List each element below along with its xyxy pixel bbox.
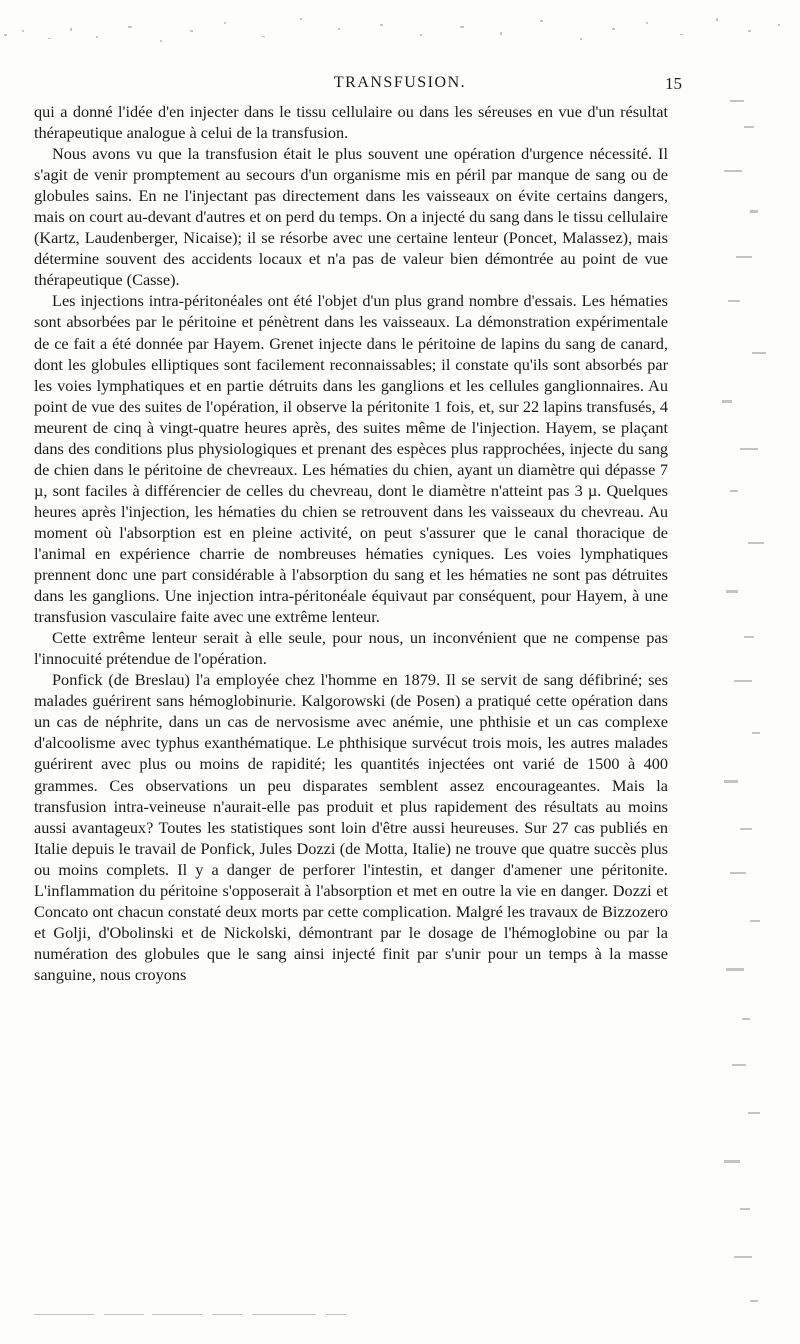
body-text [34,101,668,985]
paragraph: Ponfick (de Breslau) l'a employée chez l'homme en 1879. Il se servit de sang défibriné; ses malades guérirent sans hémoglobinurie. Kalgorowski (de Posen) a pratiqué cette opération dans un cas de néphrite, dans un cas de nervosisme avec anémie, une phthisie et un cas complexe d'alcoolisme avec typhus exanthématique. Le phthisique survécut trois mois, les autres malades guérirent avec plus ou moins de rapidité; les quantités injectées ont varié de 1500 à 400 grammes. Ces observations un peu disparates semblent assez encourageantes. Mais la transfusion intra-veineuse n'aurait-elle pas produit et plus rapidement des résultats au moins aussi avantageux? Toutes les statistiques sont loin d'être aussi heureuses. Sur 27 cas publiés en Italie depuis le travail de Ponfick, Jules Dozzi (de Motta, Italie) ne trouve que quatre succès plus ou moins complets. Il y a danger de perforer l'intestin, et danger d'amener une péritonite. L'inflammation du péritoine s'opposerait à l'absorption et met en outre la vie en danger. Dozzi et Concato ont chacun constaté deux morts par cette complication. Malgré les travaux de Bizzozero et Golji, d'Obolinski et de Nickolski, démontrant par le dosage de l'hémoglobine ou par la numération des globules que le sang ainsi injecté finit par s'unir pour un temps à la masse sanguine, nous croyons [34,670,668,984]
paragraph: Les injections intra-péritonéales ont été l'objet d'un plus grand nombre d'essais. Les hématies sont absorbées par le péritoine et pénètrent dans les vaisseaux. La démonstration expérimentale de ce fait a été donnée par Hayem. Grenet injecte dans le péritoine de lapins du sang de canard, dont les globules elliptiques sont facilement reconnaissables; il constate qu'ils sont absorbés par les voies lymphatiques et en partie détruits dans les ganglions et les cellules ganglionnaires. Au point de vue des suites de l'opération, il observe la péritonite 1 fois, et, sur 22 lapins transfusés, 4 meurent de cinq à vingt-quatre heures après, des suites même de l'injection. Hayem, se plaçant dans des conditions plus physiologiques et prenant des espèces plus rapprochées, injecte du sang de chien dans le péritoine de chevreaux. Les hématies du chien, ayant un diamètre qui dépasse 7 µ, sont faciles à différencier de celles du chevreau, dont le diamètre n'atteint pas 3 µ. Quelques heures après l'injection, les hématies du chien se retrouvent dans les vaisseaux du chevreau. Au moment où l'absorption est en pleine activité, on peut s'assurer que le canal thoracique de l'animal en expérience charrie de nombreuses hématies cyniques. Les voies lymphatiques prennent donc une part considérable à l'absorption du sang et les hématies ne sont pas détruites dans les ganglions. Une injection intra-péritonéale équivaut par conséquent, pour Hayem, à une transfusion vasculaire faite avec une extrême lenteur. [34,291,668,627]
paragraph: Nous avons vu que la transfusion était le plus souvent une opération d'urgence nécessité. Il s'agit de venir promptement au secours d'un organisme mis en péril par manque de sang ou de globules sains. En ne l'injectant pas directement dans les vaisseaux on évite certains dangers, mais on court au-devant d'autres et on perd du temps. On a injecté du sang dans le tissu cellulaire (Kartz, Laudenberger, Nicaise); il se résorbe avec une certaine lenteur (Poncet, Malassez), mais détermine souvent des accidents locaux et n'a pas de valeur bien démontrée au point de vue thérapeutique (Casse). [34,144,668,290]
paragraph: Cette extrême lenteur serait à elle seule, pour nous, un inconvénient que ne compense pas l'innocuité prétendue de l'opération. [34,628,668,669]
scan-noise-right-margin [700,60,800,1330]
scan-noise-top [0,0,800,58]
running-title: TRANSFUSION. [333,74,467,91]
paragraph: qui a donné l'idée d'en injecter dans le tissu cellulaire ou dans les séreuses en vue d'un résultat thérapeutique analogue à celui de la transfusion. [34,102,668,143]
running-header [0,74,800,98]
scan-noise-bottom [0,1300,800,1344]
page-number: 15 [665,74,682,93]
